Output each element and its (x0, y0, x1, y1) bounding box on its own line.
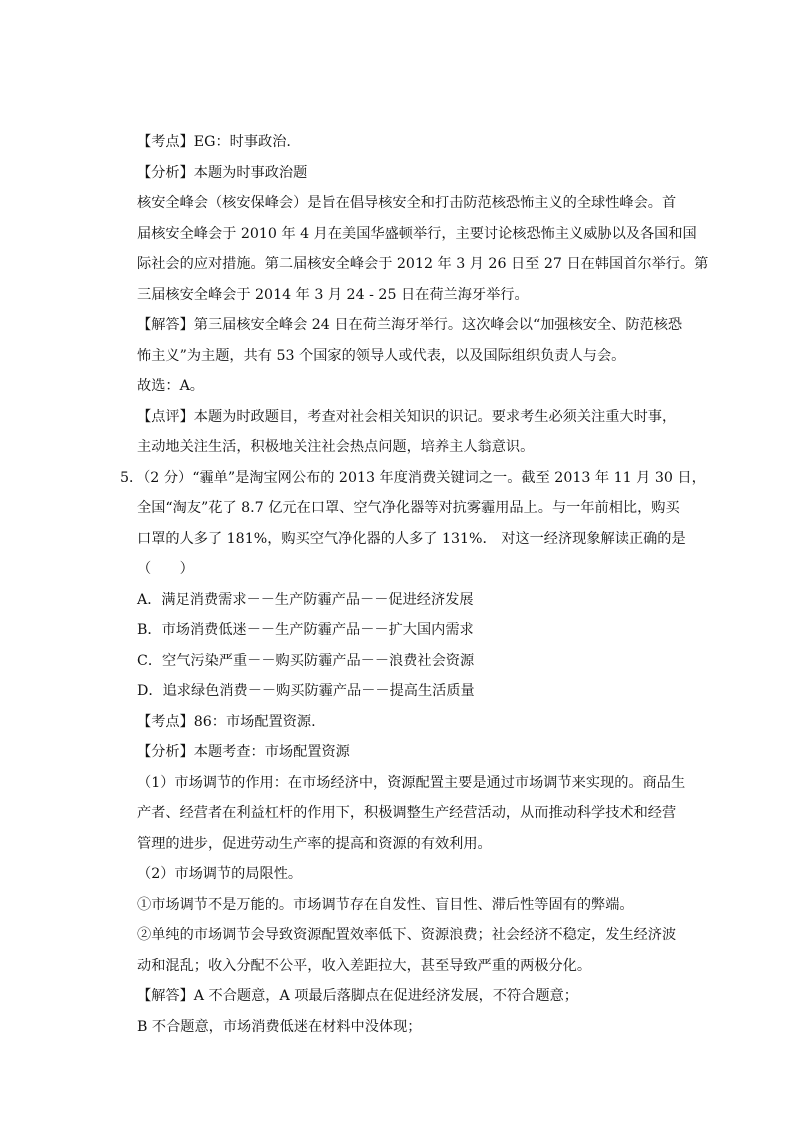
text-line: ②单纯的市场调节会导致资源配置效率低下、资源浪费；社会经济不稳定，发生经济波 (137, 927, 677, 943)
text-line: B 不合题意，市场消费低迷在材料中没体现； (137, 1019, 422, 1035)
text-line: 管理的进步，促进劳动生产率的提高和资源的有效利用。 (137, 836, 492, 852)
text-line: 动和混乱；收入分配不公平，收入差距拉大，甚至导致严重的两极分化。 (137, 958, 592, 974)
text-line: 届核安全峰会于 2010 年 4 月在美国华盛顿举行，主要讨论核恐怖主义威胁以及各国和国 (137, 226, 697, 242)
answer-blank: （ ） (137, 561, 194, 577)
option-d: D．追求绿色消费－－购买防霾产品－－提高生活质量 (137, 683, 475, 699)
exam-point-label: 【考点】86：市场配置资源. (137, 714, 316, 730)
choice-result: 故选：A。 (137, 378, 204, 394)
text-line: 主动地关注生活，积极地关注社会热点问题，培养主人翁意识。 (137, 439, 535, 455)
question-5-stem: 5．（2 分）“霾单”是淘宝网公布的 2013 年度消费关键词之一。截至 2013 年 11 月 30 日， (120, 470, 706, 486)
text-line: 三届核安全峰会于 2014 年 3 月 24 - 25 日在荷兰海牙举行。 (137, 287, 529, 303)
text-line: 核安全峰会（核安保峰会）是旨在倡导核安全和打击防范核恐怖主义的全球性峰会。首 (137, 195, 677, 211)
text-line: 际社会的应对措施。第二届核安全峰会于 2012 年 3 月 26 日至 27 日在韩国首尔举行。第 (137, 256, 709, 272)
text-line: 怖主义”为主题，共有 53 个国家的领导人或代表，以及国际组织负责人与会。 (137, 348, 626, 364)
option-c: C．空气污染严重－－购买防霾产品－－浪费社会资源 (137, 653, 475, 669)
text-line: 产者、经营者在利益杠杆的作用下，积极调整生产经营活动，从而推动科学技术和经营 (137, 805, 677, 821)
text-line: 口罩的人多了 181%，购买空气净化器的人多了 131%． 对这一经济现象解读正确的是 (137, 531, 686, 547)
text-line: ①市场调节不是万能的。市场调节存在自发性、盲目性、滞后性等固有的弊端。 (137, 897, 634, 913)
text-line: （2）市场调节的局限性。 (137, 866, 303, 882)
text-line: 全国“淘友”花了 8.7 亿元在口罩、空气净化器等对抗雾霾用品上。与一年前相比，购买 (137, 500, 680, 516)
answer-label: 【解答】A 不合题意，A 项最后落脚点在促进经济发展，不符合题意； (137, 988, 578, 1004)
exam-point-label: 【考点】EG：时事政治. (137, 134, 291, 150)
analysis-label: 【分析】本题考查：市场配置资源 (137, 744, 350, 760)
text-line: （1）市场调节的作用：在市场经济中，资源配置主要是通过市场调节来实现的。商品生 (137, 775, 686, 791)
comment-label: 【点评】本题为时政题目，考查对社会相关知识的识记。要求考生必须关注重大时事， (137, 409, 677, 425)
analysis-label: 【分析】本题为时事政治题 (137, 165, 308, 181)
option-b: B．市场消费低迷－－生产防霾产品－－扩大国内需求 (137, 622, 474, 638)
option-a: A．满足消费需求－－生产防霾产品－－促进经济发展 (137, 592, 474, 608)
answer-label: 【解答】第三届核安全峰会 24 日在荷兰海牙举行。这次峰会以“加强核安全、防范核恐 (137, 317, 683, 333)
